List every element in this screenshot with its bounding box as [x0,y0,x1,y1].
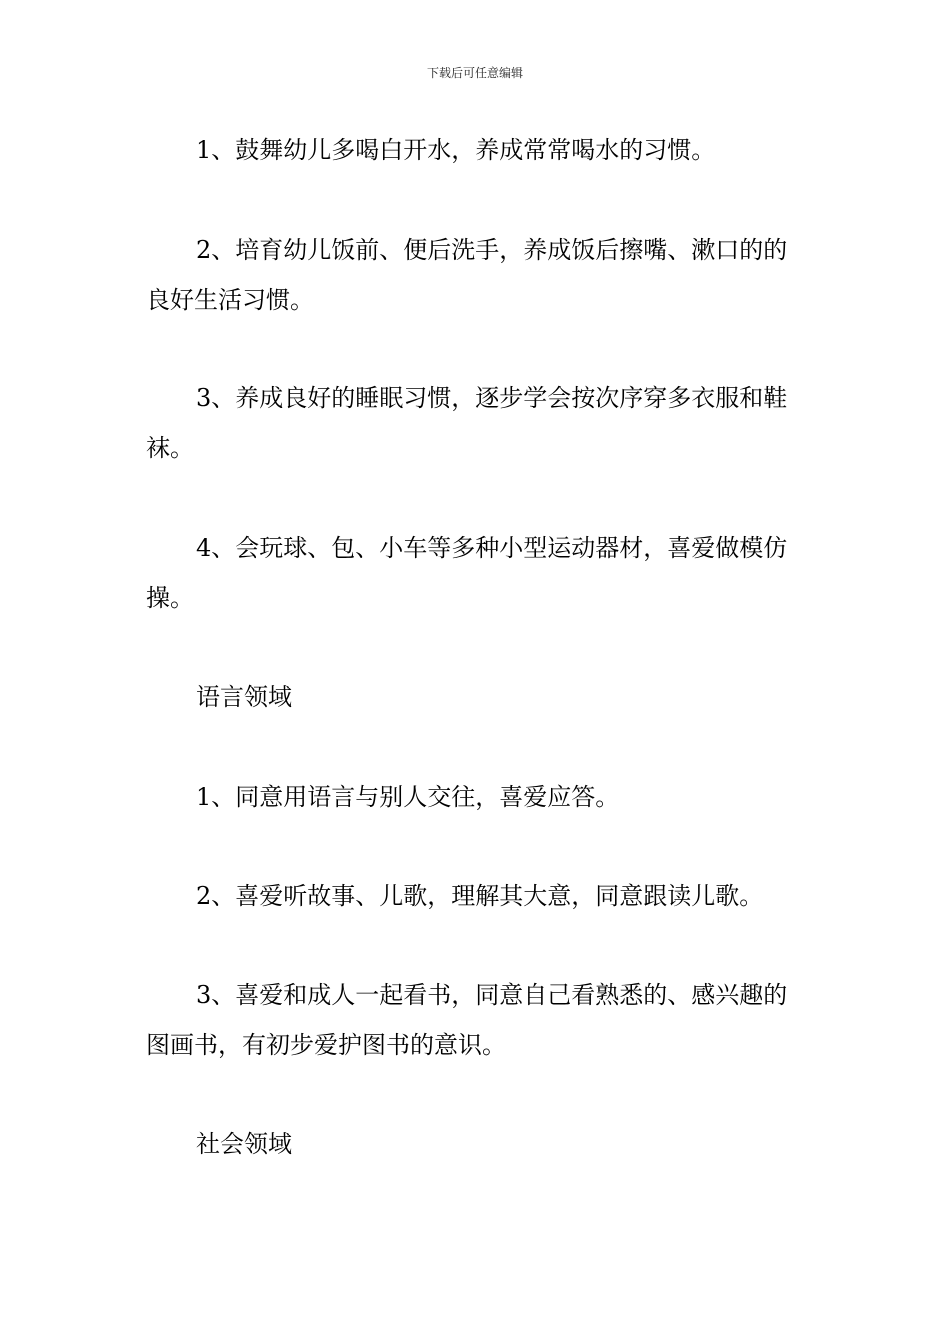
paragraph-health-1: 1、鼓舞幼儿多喝白开水，养成常常喝水的习惯。 [196,136,716,164]
page-header: 下载后可任意编辑 [426,66,523,80]
section-heading-language: 语言领域 [196,683,292,711]
paragraph-health-2: 2、培育幼儿饭前、便后洗手，养成饭后擦嘴、漱口的的良好生活习惯。 [146,236,788,314]
paragraph-language-3: 3、喜爱和成人一起看书，同意自己看熟悉的、感兴趣的图画书，有初步爱护图书的意识。 [146,981,788,1059]
paragraph-health-4: 4、会玩球、包、小车等多种小型运动器材，喜爱做模仿操。 [146,534,788,612]
paragraph-language-2: 2、喜爱听故事、儿歌，理解其大意，同意跟读儿歌。 [196,882,764,910]
paragraph-language-1: 1、同意用语言与别人交往，喜爱应答。 [196,783,620,811]
paragraph-health-3: 3、养成良好的睡眠习惯，逐步学会按次序穿多衣服和鞋袜。 [146,384,788,462]
section-heading-social: 社会领域 [196,1130,292,1158]
